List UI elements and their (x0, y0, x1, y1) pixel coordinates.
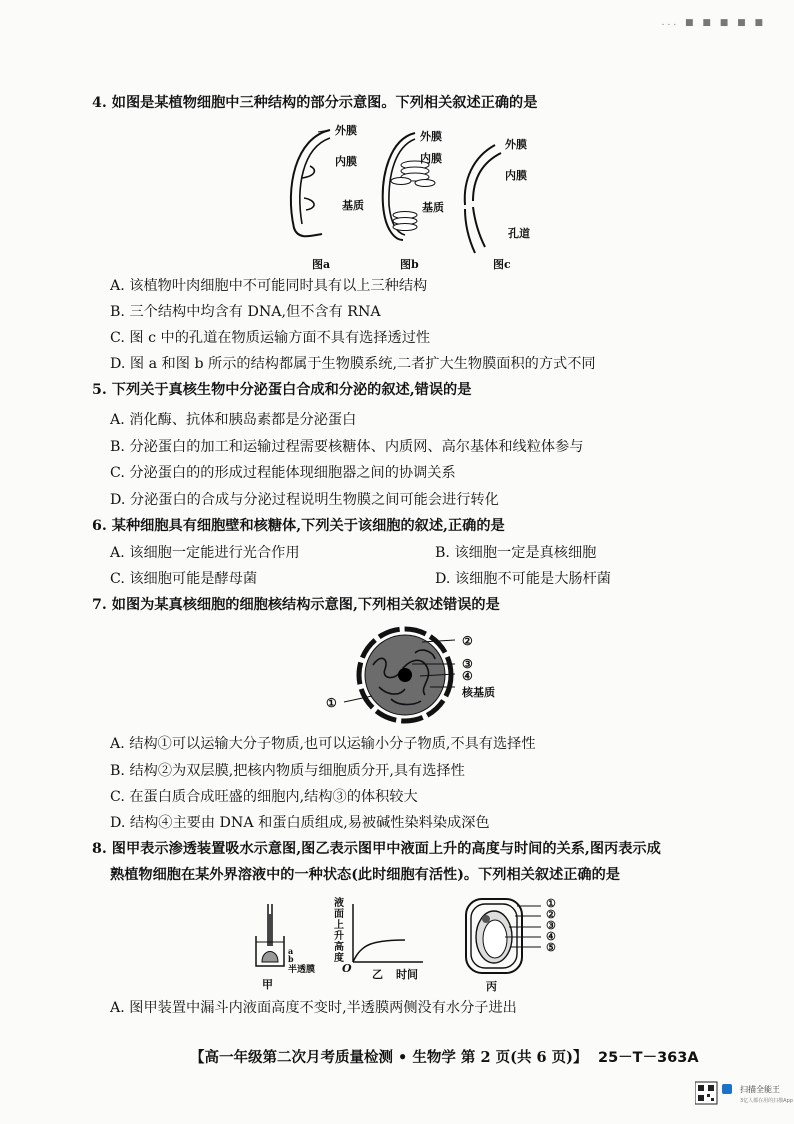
fig-b-outer-label: 外膜 (420, 130, 442, 143)
fig7-label-4: ④ (462, 669, 473, 683)
scanner-sub: 3亿人都在用的扫描App (740, 1098, 793, 1104)
fig-jia-a: a (288, 946, 294, 956)
fig-c-pore-label: 孔道 (508, 227, 530, 240)
fig7-label-1: ① (326, 696, 337, 710)
fig-a-matrix-label: 基质 (342, 199, 364, 212)
fig-jia-caption: 甲 (262, 978, 273, 991)
q6-stem: 6. 某种细胞具有细胞壁和核糖体,下列关于该细胞的叙述,正确的是 (92, 518, 505, 534)
scanner-name: 扫描全能王 (740, 1085, 780, 1094)
fig-a-inner-label: 内膜 (335, 155, 357, 168)
fig-jia-osmometer (250, 900, 290, 975)
fig-nucleus-leaders (330, 630, 470, 710)
q7-stem: 7. 如图为某真核细胞的细胞核结构示意图,下列相关叙述错误的是 (92, 597, 500, 613)
q6-option-b: B. 该细胞一定是真核细胞 (435, 545, 597, 561)
corner-mark: ... ■ ■ ■ ■ ■ (661, 18, 766, 28)
fig-yi-ylabel: 液面上升高度 (334, 898, 344, 964)
q6-option-a: A. 该细胞一定能进行光合作用 (110, 545, 300, 561)
fig-yi-graph (345, 900, 425, 970)
q4-option-c: C. 图 c 中的孔道在物质运输方面不具有选择透过性 (110, 330, 431, 346)
fig-bing-label-3: ③ (546, 919, 556, 932)
exam-code: 25－T－363A (598, 1050, 699, 1066)
q6-option-c: C. 该细胞可能是酵母菌 (110, 571, 258, 587)
fig-yi-xlabel: 时间 (396, 968, 418, 981)
fig-b-chloroplast (375, 125, 450, 255)
fig-a-caption: 图a (312, 258, 331, 271)
q5-option-c: C. 分泌蛋白的的形成过程能体现细胞器之间的协调关系 (110, 465, 456, 481)
q7-option-c: C. 在蛋白质合成旺盛的细胞内,结构③的体积较大 (110, 789, 418, 805)
fig-b-inner-label: 内膜 (420, 152, 442, 165)
q5-option-a: A. 消化酶、抗体和胰岛素都是分泌蛋白 (110, 412, 357, 428)
q8-option-a: A. 图甲装置中漏斗内液面高度不变时,半透膜两侧没有水分子进出 (110, 1000, 517, 1016)
fig-jia-b: b (288, 954, 294, 964)
q7-option-b: B. 结构②为双层膜,把核内物质与细胞质分开,具有选择性 (110, 763, 465, 779)
q4-option-d: D. 图 a 和图 b 所示的结构都属于生物膜系统,二者扩大生物膜面积的方式不同 (110, 356, 596, 372)
fig-bing-label-5: ⑤ (546, 941, 556, 954)
q8-stem-line2: 熟植物细胞在某外界溶液中的一种状态(此时细胞有活性)。下列相关叙述正确的是 (110, 867, 620, 883)
fig7-label-3: ③ (462, 657, 473, 671)
fig-bing-label-2: ② (546, 908, 556, 921)
q7-option-d: D. 结构④主要由 DNA 和蛋白质组成,易被碱性染料染成深色 (110, 815, 490, 831)
q5-option-d: D. 分泌蛋白的合成与分泌过程说明生物膜之间可能会进行转化 (110, 492, 499, 508)
fig-c-nuclear-envelope (455, 135, 515, 260)
q7-option-a: A. 结构①可以运输大分子物质,也可以运输小分子物质,不具有选择性 (110, 736, 536, 752)
fig-c-caption: 图c (493, 258, 511, 271)
fig7-label-nucleoplasm: 核基质 (462, 686, 495, 699)
fig-b-matrix-label: 基质 (422, 201, 444, 214)
q6-option-d: D. 该细胞不可能是大肠杆菌 (435, 571, 611, 587)
fig-bing-caption: 丙 (486, 980, 497, 993)
q5-stem: 5. 下列关于真核生物中分泌蛋白合成和分泌的叙述,错误的是 (92, 382, 472, 398)
q8-stem-line1: 8. 图甲表示渗透装置吸水示意图,图乙表示图甲中液面上升的高度与时间的关系,图丙表示成 (92, 841, 661, 857)
fig-bing-leaders (505, 903, 545, 958)
fig-bing-label-4: ④ (546, 930, 556, 943)
q4-option-b: B. 三个结构中均含有 DNA,但不含有 RNA (110, 304, 381, 320)
fig-c-outer-label: 外膜 (505, 138, 527, 151)
fig7-label-2: ② (462, 634, 473, 648)
fig-bing-label-1: ① (546, 897, 556, 910)
q4-option-a: A. 该植物叶肉细胞中不可能同时具有以上三种结构 (110, 278, 428, 294)
fig-b-caption: 图b (400, 258, 419, 271)
fig-a-mitochondrion (280, 118, 385, 268)
page-footer: 【高一年级第二次月考质量检测 • 生物学 第 2 页(共 6 页)】 (190, 1049, 588, 1066)
fig-jia-membrane: 半透膜 (288, 965, 316, 975)
q4-stem: 4. 如图是某植物细胞中三种结构的部分示意图。下列相关叙述正确的是 (92, 95, 538, 111)
fig-yi-origin: O (342, 962, 352, 975)
fig-yi-caption: 乙 (372, 968, 383, 981)
fig-a-outer-label: 外膜 (335, 124, 357, 137)
q5-option-b: B. 分泌蛋白的加工和运输过程需要核糖体、内质网、高尔基体和线粒体参与 (110, 439, 584, 455)
fig-c-inner-label: 内膜 (505, 169, 527, 182)
